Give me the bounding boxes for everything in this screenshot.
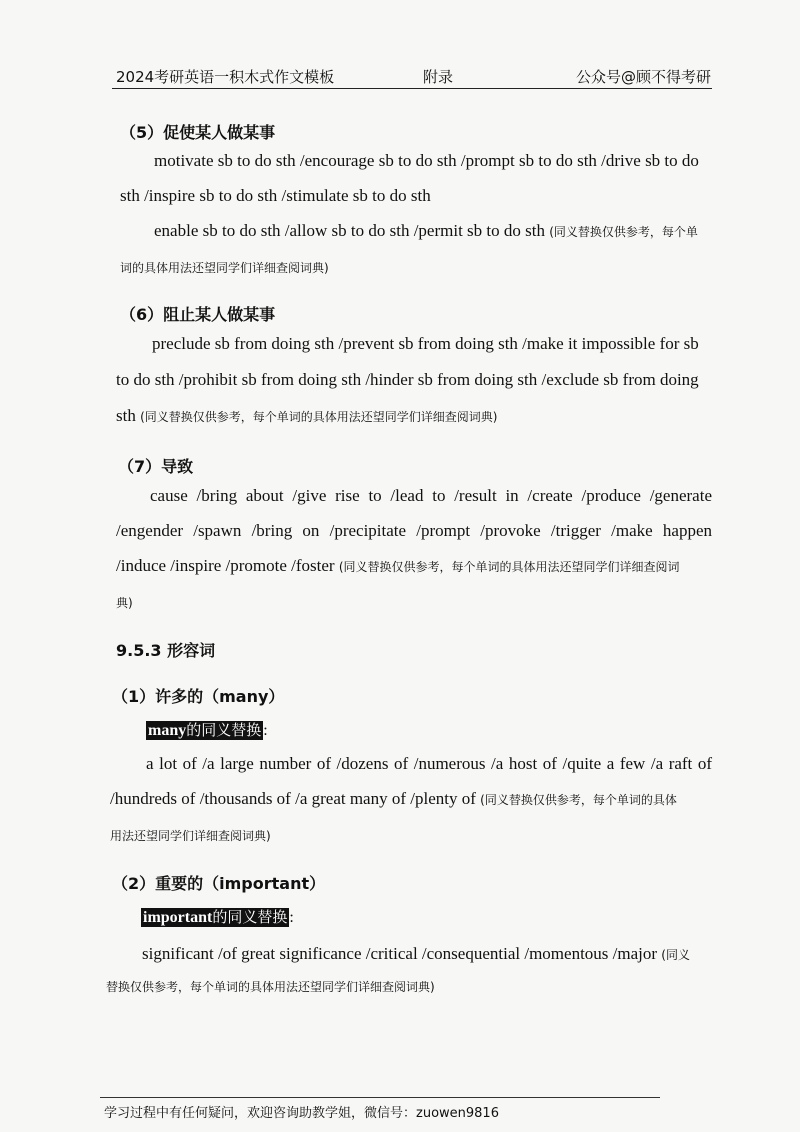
section-7-line3 bbox=[116, 548, 716, 585]
many-line1: a lot of /a large number of /dozens of /numerous /a host of /quite a few /a raft of bbox=[146, 754, 712, 773]
important-colon: : bbox=[289, 909, 294, 926]
important-label-en: important bbox=[143, 909, 213, 926]
section-5-note-a: (同义替换仅供参考，每个单 bbox=[549, 225, 698, 239]
section-6-line3 bbox=[116, 398, 716, 435]
many-label-cn: 的同义替换 bbox=[186, 721, 262, 739]
section-5-line2: sth /inspire sb to do sth /stimulate sb to do sth bbox=[120, 186, 431, 205]
important-line1-row bbox=[142, 936, 742, 973]
section-6-words: sth bbox=[116, 406, 136, 425]
important-label-cn: 的同义替换 bbox=[212, 908, 288, 926]
section-7-line2: /engender /spawn /bring on /precipitate /prompt /provoke /trigger /make happen bbox=[116, 521, 712, 540]
section-6-note: (同义替换仅供参考，每个单词的具体用法还望同学们详细查阅词典) bbox=[140, 410, 498, 424]
footer-contact: 学习过程中有任何疑问，欢迎咨询助教学姐，微信号：zuowen9816 bbox=[104, 1106, 499, 1121]
many-note-a: (同义替换仅供参考，每个单词的具体 bbox=[480, 793, 677, 807]
many-note-b: 用法还望同学们详细查阅词典) bbox=[110, 829, 271, 843]
section-7-note-b: 典) bbox=[116, 596, 133, 610]
header-divider bbox=[112, 88, 712, 89]
many-title: （1）许多的（many） bbox=[112, 687, 285, 706]
important-label bbox=[141, 906, 294, 927]
section-7-note-a: (同义替换仅供参考，每个单词的具体用法还望同学们详细查阅词 bbox=[338, 560, 680, 574]
important-title: （2）重要的（important） bbox=[112, 874, 326, 893]
important-note-a: (同义 bbox=[661, 948, 690, 962]
many-words: /hundreds of /thousands of /a great many of /plenty of bbox=[110, 789, 476, 808]
header-title: 2024考研英语一积木式作文模板 bbox=[116, 68, 335, 86]
header-account: 公众号@顾不得考研 bbox=[576, 68, 712, 86]
section-7-line1: cause /bring about /give rise to /lead to /result in /create /produce /generate bbox=[150, 486, 712, 505]
section-5-line1: motivate sb to do sth /encourage sb to do sth /prompt sb to do sth /drive sb to do bbox=[154, 151, 699, 170]
many-highlight bbox=[146, 721, 263, 740]
section-5-words: enable sb to do sth /allow sb to do sth /permit sb to do sth bbox=[154, 221, 545, 240]
many-line2 bbox=[110, 781, 730, 818]
section-7-words: /induce /inspire /promote /foster bbox=[116, 556, 335, 575]
section-6-line1: preclude sb from doing sth /prevent sb from doing sth /make it impossible for sb bbox=[152, 334, 699, 353]
header-section: 附录 bbox=[423, 68, 454, 86]
many-label bbox=[146, 719, 268, 740]
many-colon: : bbox=[263, 722, 268, 739]
important-highlight bbox=[141, 908, 289, 927]
many-label-en: many bbox=[148, 722, 187, 739]
important-note-b: 替换仅供参考，每个单词的具体用法还望同学们详细查阅词典) bbox=[106, 980, 435, 994]
section-5-line3 bbox=[154, 213, 734, 250]
section-6-title: （6）阻止某人做某事 bbox=[120, 305, 276, 324]
section-6-line2: to do sth /prohibit sb from doing sth /hinder sb from doing sth /exclude sb from doing bbox=[116, 370, 699, 389]
important-words: significant /of great significance /critical /consequential /momentous /major bbox=[142, 944, 658, 963]
section-7-title: （7）导致 bbox=[118, 457, 194, 476]
section-5-note-b: 词的具体用法还望同学们详细查阅词典) bbox=[120, 261, 329, 275]
footer-divider bbox=[100, 1097, 660, 1098]
section-5-title: （5）促使某人做某事 bbox=[120, 123, 276, 142]
adjectives-heading: 9.5.3 形容词 bbox=[116, 641, 216, 660]
